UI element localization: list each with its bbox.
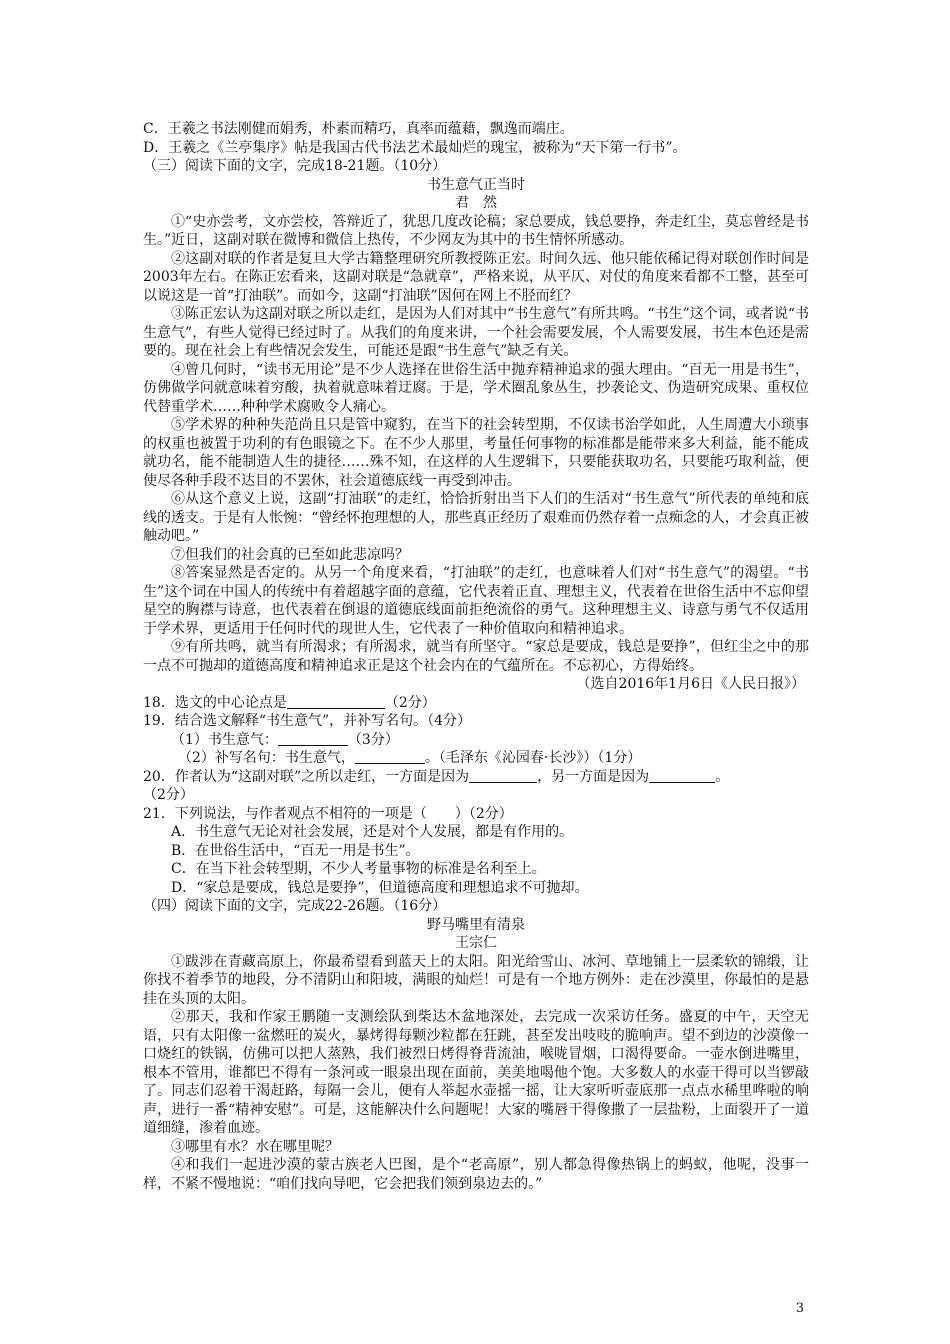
question-18-text: 18．选文的中心论点是 <box>143 694 287 711</box>
article-2-author: 王宗仁 <box>455 935 497 951</box>
section-4-heading: （四）阅读下面的文字，完成22-26题。（16分） <box>143 898 447 914</box>
page-content <box>143 120 809 1193</box>
question-21-option-c: C．在当下社会转型期，不少人考量事物的标准是名利至上。 <box>171 861 546 877</box>
answer-blank-19-1[interactable] <box>278 731 348 746</box>
question-19-part-1 <box>143 731 809 750</box>
answer-blank-20-b[interactable] <box>649 768 715 783</box>
article-2-title: 野马嘴里有清泉 <box>427 916 525 933</box>
question-19-part-1-text: （1）书生意气： <box>171 731 278 748</box>
answer-blank-19-2[interactable] <box>355 749 425 764</box>
article-1-paragraph: ⑦但我们的社会真的已至如此悲凉吗？ <box>171 546 409 563</box>
article-2-paragraph: ①跋涉在青藏高原上，你最希望看到蓝天上的太阳。阳光给雪山、冰河、草地铺上一层柔软的锦缎，让你找不着季节的地段，分不清阴山和阳坡，满眼的灿烂！可是有一个地方例外：走在沙漠里，你最怕的是悬挂在头顶的太阳。 <box>143 953 809 1007</box>
question-20-text-a: 20．作者认为“这副对联”之所以走红，一方面是因为 <box>143 768 470 785</box>
question-21: 21．下列说法，与作者观点不相符的一项是（ ）（2分） <box>143 805 513 822</box>
answer-blank-20-a[interactable] <box>469 768 537 783</box>
article-1-paragraph: ①“史亦尝考，文亦尝校，答辩近了，犹思几度改论稿；家总要成，钱总要挣，奔走红尘，莫忘曾经是书生。”近日，这副对联在微博和微信上热传，不少网友为其中的书生情怀所感动。 <box>143 213 809 248</box>
article-1-title: 书生意气正当时 <box>427 176 525 193</box>
question-21-option-d: D．“家总是要成，钱总是要挣”，但道德高度和理想追求不可抛却。 <box>171 879 589 896</box>
question-18 <box>143 694 809 713</box>
article-1-paragraph: ②这副对联的作者是复旦大学古籍整理研究所教授陈正宏。时间久远、他只能依稀记得对联创作时间是2003年左右。在陈正宏看来，这副对联是“急就章”，严格来说，从平仄、对仗的角度来看都不工整，甚至可以说这是一首“打油联”。而如今，这副“打油联”因何在网上不胫而红？ <box>143 250 809 304</box>
article-1-source: （选自2016年1月6日《人民日报》） <box>576 676 805 692</box>
article-2-paragraph: ②那天，我和作家王鹏随一支测绘队到柴达木盆地深处，去完成一次采访任务。盛夏的中午，天空无语，只有太阳像一盆燃旺的炭火，暴烤得每颗沙粒都在狂跳，甚至发出吱吱的脆响声。望不到边的沙漠像一口烧红的铁锅，仿佛可以把人蒸熟，我们被烈日烤得脊背流油，喉咙冒烟，口渴得要命。一壶水倒进嘴里，根本不管用，谁都巴不得有一条河或一眼泉出现在面前，美美地喝他个饱。大多数人的水壶干得可以当锣敲了。同志们忍着干渴赶路，每隔一会儿，便有人举起水壶摇一摇，让大家听听壶底那一点点水稀里哗啦的响声，进行一番“精神安慰”。可是，这能解决什么问题呢！大家的嘴唇干得像撒了一层盐粉，上面裂开了一道道细缝，渗着血迹。 <box>143 1009 809 1136</box>
page-number: 3 <box>795 1301 804 1316</box>
section-3-heading: （三）阅读下面的文字，完成18-21题。（10分） <box>143 158 447 174</box>
question-19-part-2-tail: 。（毛泽东《沁园春·长沙》）（1分） <box>424 750 642 766</box>
article-1-paragraph: ④曾几何时，“读书无用论”是不少人选择在世俗生活中抛弃精神追求的强大理由。“百无一用是书生”，仿佛做学问就意味着穷酸，执着就意味着迂腐。于是，学术圈乱象丛生，抄袭论文、伪造研究成果、重权位代替重学术……种种学术腐败令人痛心。 <box>143 361 809 415</box>
article-1-paragraph: ⑨有所共鸣，就当有所渴求；有所渴求，就当有所坚守。“家总是要成，钱总是要挣”，但红尘之中的那一点不可抛却的道德高度和精神追求正是这个社会内在的气蕴所在。不忘初心，方得始终。 <box>143 639 809 674</box>
article-2-paragraph: ③哪里有水？水在哪里呢？ <box>171 1138 339 1155</box>
question-19-part-1-points: （3分） <box>347 731 399 748</box>
article-1-author: 君 然 <box>455 195 497 211</box>
question-20-text-b: ，另一方面是因为 <box>537 768 650 785</box>
question-19: 19．结合选文解释“书生意气”，并补写名句。（4分） <box>143 713 472 729</box>
question-19-part-2-text: （2）补写名句：书生意气， <box>178 750 355 766</box>
option-c: C．王羲之书法刚健而娟秀，朴素而精巧，真率而蕴藉，飘逸而端庄。 <box>143 121 574 137</box>
article-1-paragraph: ⑥从这个意义上说，这副“打油联”的走红，恰恰折射出当下人们的生活对“书生意气”所代表的单纯和底线的透支。于是有人怅惋：“曾经怀抱理想的人，那些真正经历了艰难而仍然存着一点痴念的人，才会真正被触动吧。” <box>143 491 809 544</box>
question-21-option-b: B．在世俗生活中，“百无一用是书生”。 <box>171 842 420 859</box>
option-d: D．王羲之《兰亭集序》帖是我国古代书法艺术最灿烂的瑰宝，被称为“天下第一行书”。 <box>143 139 687 156</box>
article-1-paragraph: ⑧答案显然是否定的。从另一个角度来看，“打油联”的走红，也意味着人们对“书生意气”的渴望。“书生”这个词在中国人的传统中有着超越字面的意蕴，它代表着正直、理想主义，代表着在世俗生活中不忘仰望星空的胸襟与诗意，也代表着在倒退的道德底线面前拒绝流俗的勇气。这种理想主义、诗意与勇气不仅适用于学术界，更适用于任何时代的现世人生，它代表了一种价值取向和精神追求。 <box>143 565 809 637</box>
question-20 <box>143 768 809 787</box>
question-19-part-2 <box>143 749 809 768</box>
question-20-points: （2分） <box>143 787 194 803</box>
article-1-paragraph: ③陈正宏认为这副对联之所以走红，是因为人们对其中“书生意气”有所共鸣。“书生”这个词，或者说“书生意气”，有些人觉得已经过时了。从我们的角度来讲，一个社会需要发展，个人需要发展，书生本色还是需要的。现在社会上有些情况会发生，可能还是跟“书生意气”缺乏有关。 <box>143 306 809 359</box>
question-18-points: （2分） <box>384 694 436 711</box>
question-21-option-a: A．书生意气无论对社会发展，还是对个人发展，都是有作用的。 <box>171 824 574 840</box>
article-2-paragraph: ④和我们一起进沙漠的蒙古族老人巴图，是个“老高原”，别人都急得像热锅上的蚂蚁，他呢，没事一样，不紧不慢地说：“咱们找向导吧，它会把我们领到泉边去的。” <box>143 1157 809 1192</box>
answer-blank-18[interactable] <box>287 694 385 709</box>
question-20-text-c: 。 <box>715 768 730 785</box>
article-1-paragraph: ⑤学术界的种种失范尚且只是管中窥豹，在当下的社会转型期，不仅读书治学如此，人生周遭大小琐事的权重也被置于功利的有色眼镜之下。在不少人那里，考量任何事物的标准都是能带来多大利益，能不能成就功名，能不能制造人生的捷径……殊不知，在这样的人生逻辑下，只要能获取功名，只要能巧取利益，便使尽各种手段不达目的不罢休，社会道德底线一再受到冲击。 <box>143 417 809 489</box>
